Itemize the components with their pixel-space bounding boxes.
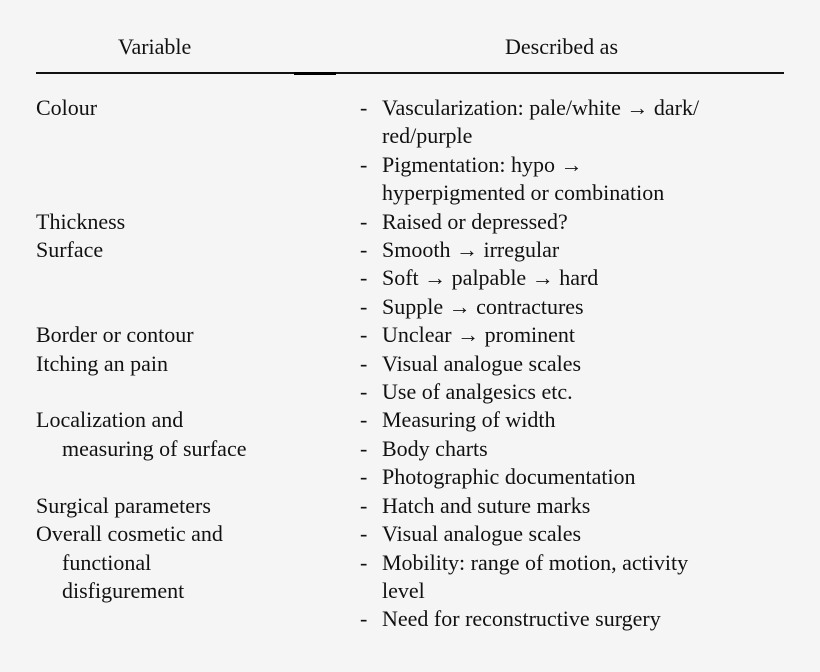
- bullet-dash: -: [360, 464, 368, 490]
- description-text: Unclear → prominent: [382, 322, 576, 348]
- bullet-dash: -: [360, 606, 368, 632]
- description-item: [360, 435, 784, 463]
- description-text: Soft → palpable → hard: [382, 265, 599, 291]
- bullet-dash: -: [360, 379, 368, 405]
- description-text: Photographic documentation: [382, 464, 636, 490]
- table-row: [36, 321, 784, 349]
- variable-label: measuring of surface: [62, 435, 247, 461]
- bullet-dash: -: [360, 237, 368, 263]
- variable-label: functional: [62, 549, 152, 575]
- table-row: [36, 350, 784, 407]
- description-item: [360, 208, 784, 236]
- description-cell: [360, 94, 784, 208]
- description-text: Smooth → irregular: [382, 237, 560, 263]
- bullet-dash: -: [360, 322, 368, 348]
- description-text: Pigmentation: hypo →: [382, 151, 583, 177]
- description-item: [360, 463, 784, 491]
- variable-label: Border or contour: [36, 322, 194, 348]
- bullet-dash: -: [360, 265, 368, 291]
- variable-cell: [36, 492, 360, 520]
- table-row: [36, 492, 784, 520]
- description-item: [360, 406, 784, 434]
- bullet-dash: -: [360, 151, 368, 177]
- description-cell: [360, 350, 784, 407]
- description-cell: [360, 208, 784, 236]
- description-text: Raised or depressed?: [382, 208, 568, 234]
- description-item: [360, 605, 784, 633]
- header-described-as: Described as: [505, 34, 619, 59]
- bullet-dash: -: [360, 435, 368, 461]
- description-item: [360, 264, 784, 292]
- description-cell: [360, 321, 784, 349]
- description-text: Measuring of width: [382, 407, 556, 433]
- description-cell: [360, 520, 784, 634]
- description-text: red/purple: [382, 123, 473, 149]
- description-text: Mobility: range of motion, activity: [382, 549, 689, 575]
- variable-label: Surgical parameters: [36, 492, 211, 518]
- description-item: [360, 378, 784, 406]
- table-row: [36, 208, 784, 236]
- variable-cell: [36, 520, 360, 605]
- bullet-dash: -: [360, 492, 368, 518]
- description-text: Body charts: [382, 435, 488, 461]
- variable-cell: [36, 350, 360, 378]
- variable-label: Overall cosmetic and: [36, 521, 223, 547]
- table-row: [36, 520, 784, 634]
- bullet-dash: -: [360, 521, 368, 547]
- variable-cell: [36, 321, 360, 349]
- description-item: [360, 293, 784, 321]
- description-text: Supple → contractures: [382, 293, 584, 319]
- variable-cell: [36, 94, 360, 122]
- variable-label: Surface: [36, 237, 104, 263]
- description-text: Visual analogue scales: [382, 521, 582, 547]
- table-header: [36, 34, 784, 64]
- description-text: Hatch and suture marks: [382, 492, 591, 518]
- table-body: [36, 94, 784, 634]
- table-row: [36, 406, 784, 491]
- header-rule: [36, 72, 784, 74]
- variable-label: disfigurement: [62, 577, 185, 603]
- description-text: Need for reconstructive surgery: [382, 606, 661, 632]
- bullet-dash: -: [360, 549, 368, 575]
- description-item: [360, 492, 784, 520]
- header-rule-accent: [294, 72, 336, 75]
- description-cell: [360, 406, 784, 491]
- description-text: Use of analgesics etc.: [382, 379, 573, 405]
- variable-label: Localization and: [36, 407, 184, 433]
- description-item: [360, 236, 784, 264]
- variable-label: Thickness: [36, 208, 126, 234]
- description-cell: [360, 236, 784, 321]
- table-row: [36, 236, 784, 321]
- bullet-dash: -: [360, 208, 368, 234]
- bullet-dash: -: [360, 95, 368, 120]
- variable-cell: [36, 236, 360, 264]
- variable-cell: [36, 406, 360, 463]
- description-item: [360, 520, 784, 548]
- description-text: level: [382, 577, 425, 603]
- description-item: [360, 350, 784, 378]
- table-row: [36, 94, 784, 208]
- variable-cell: [36, 208, 360, 236]
- description-item: [360, 321, 784, 349]
- variable-label: Itching an pain: [36, 350, 168, 376]
- bullet-dash: -: [360, 293, 368, 319]
- header-variable: Variable: [118, 34, 192, 59]
- description-item: [360, 94, 784, 151]
- description-item: [360, 549, 784, 606]
- description-cell: [360, 492, 784, 520]
- description-item: [360, 151, 784, 208]
- description-text: hyperpigmented or combination: [382, 180, 665, 206]
- bullet-dash: -: [360, 407, 368, 433]
- variable-label: Colour: [36, 95, 98, 120]
- description-text: Visual analogue scales: [382, 350, 582, 376]
- bullet-dash: -: [360, 350, 368, 376]
- description-text: Vascularization: pale/white → dark/: [382, 95, 700, 120]
